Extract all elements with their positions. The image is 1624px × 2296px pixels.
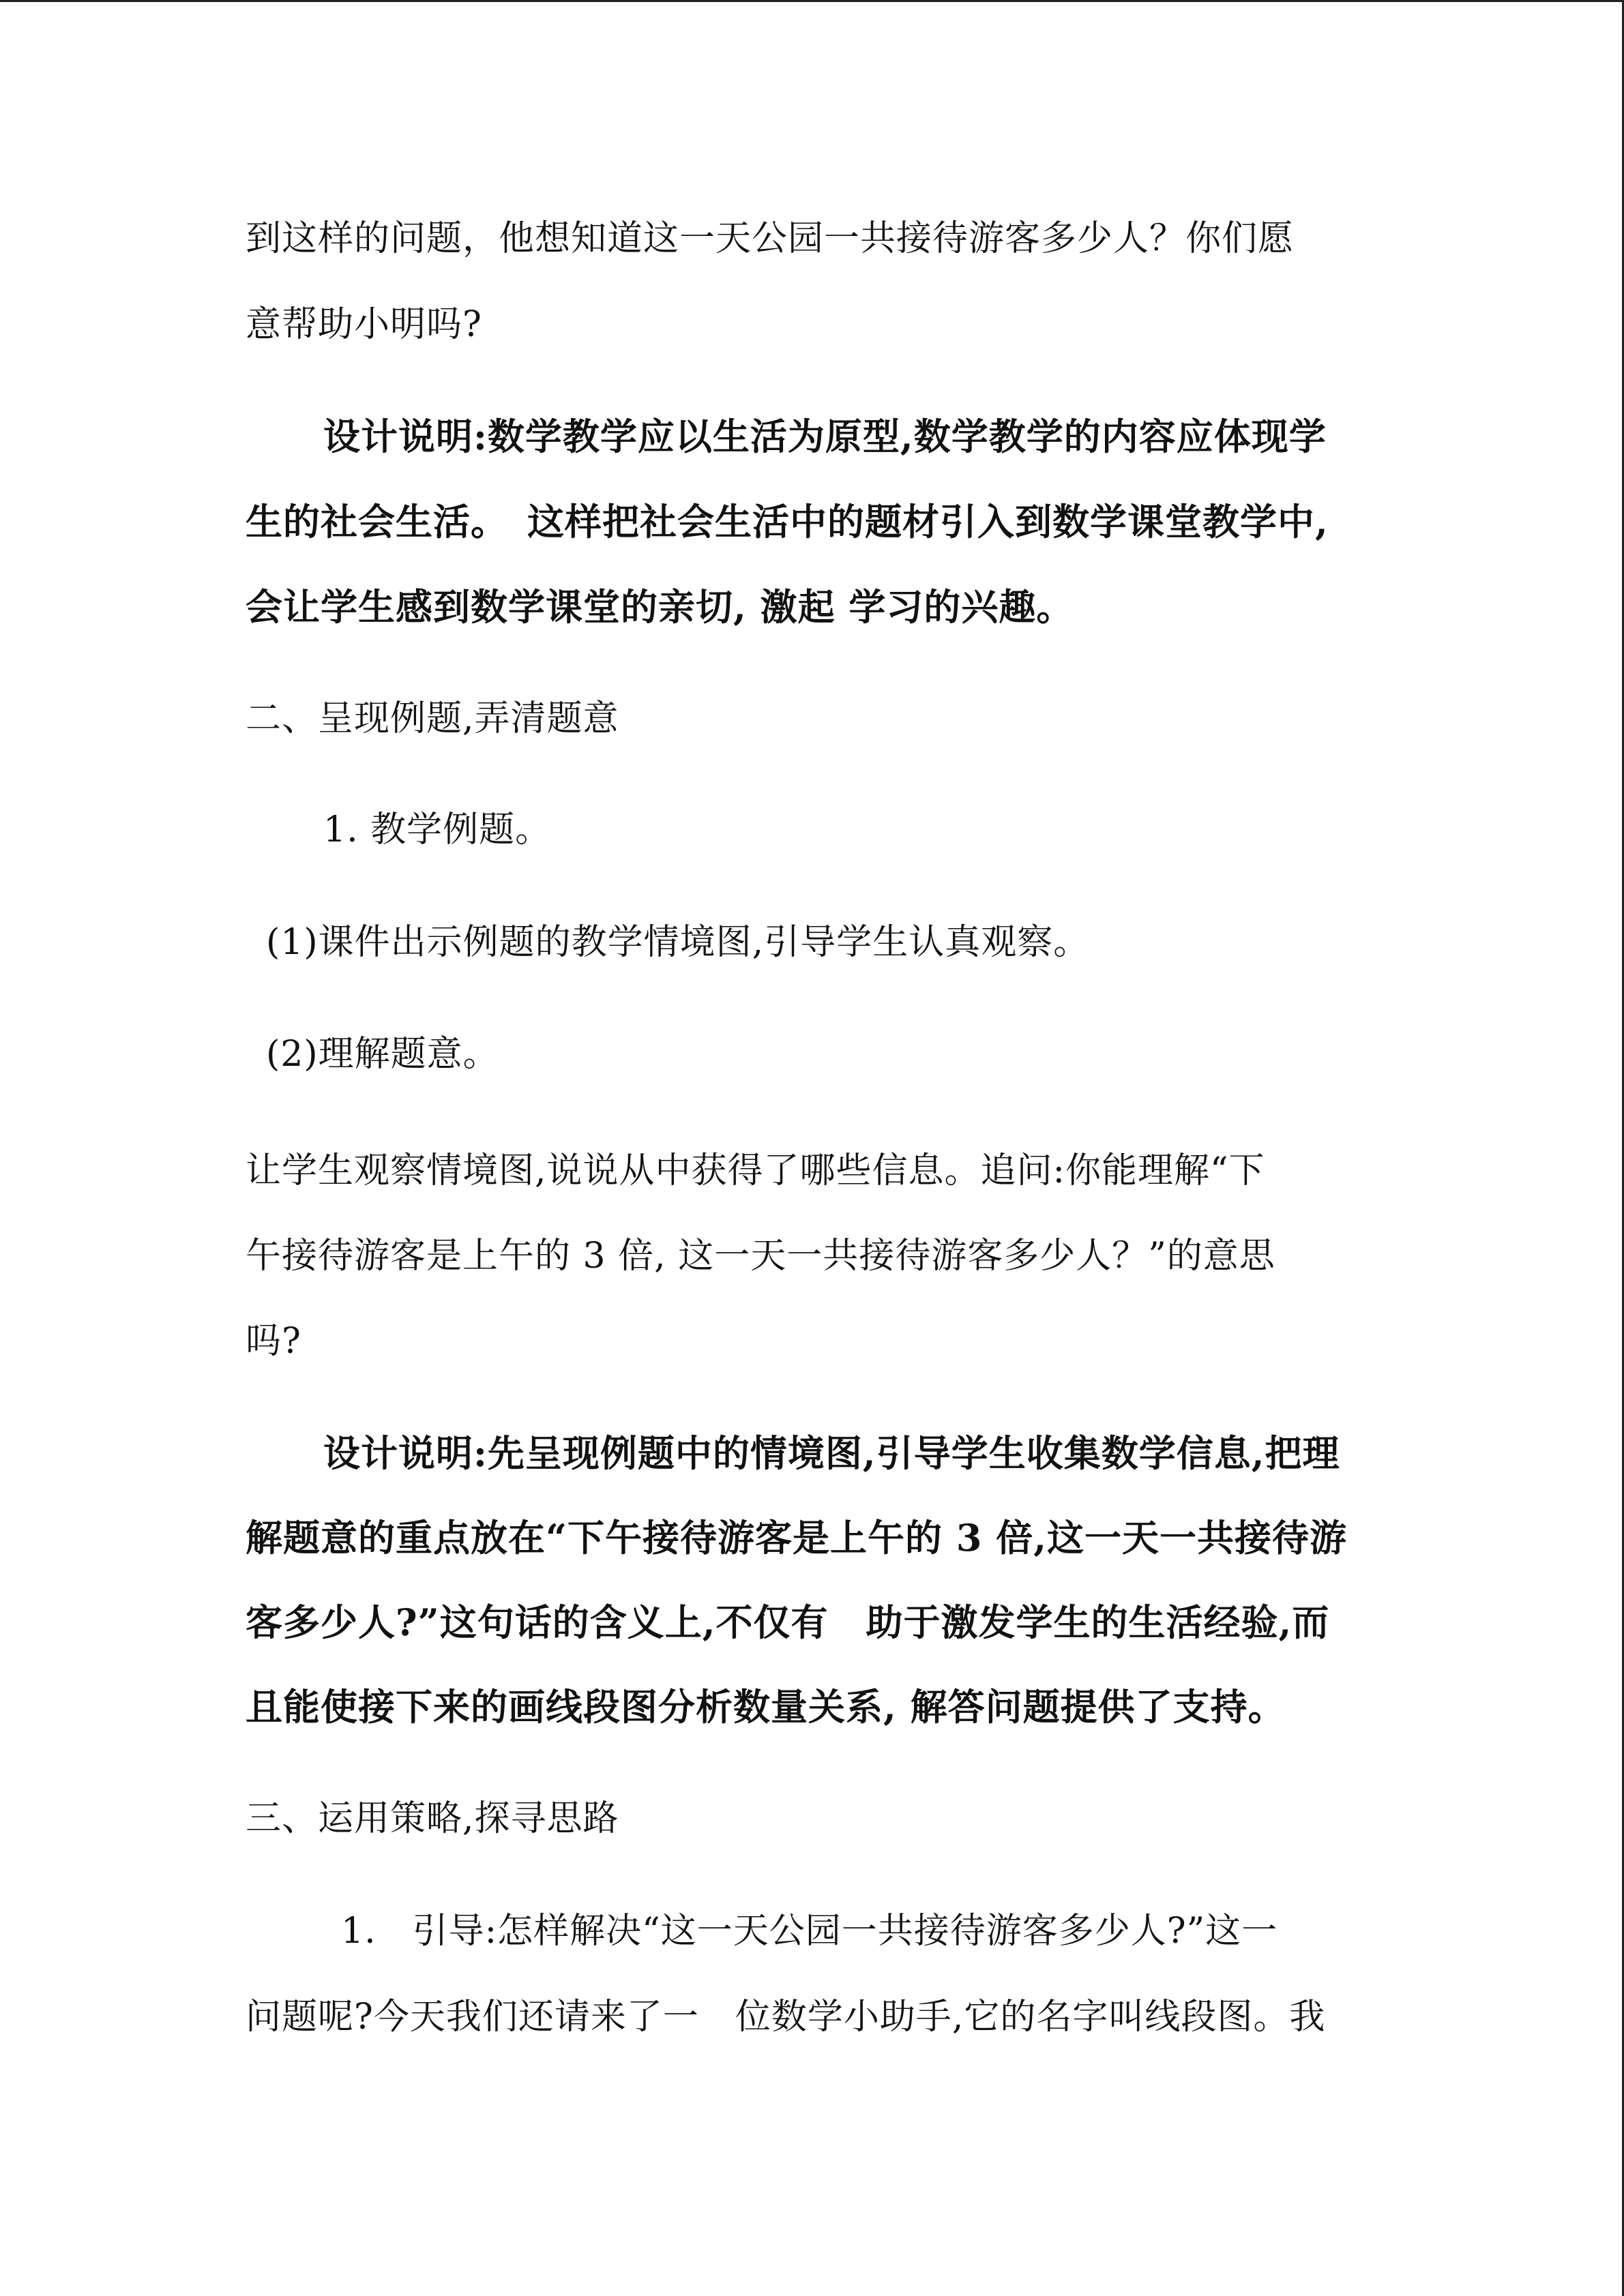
design-note-1-line-1: 设计说明:数学教学应以生活为原型,数学教学的内容应体现学 bbox=[323, 415, 1327, 458]
section-heading-3: 三、运用策略,探寻思路 bbox=[246, 1798, 619, 1839]
list-item-1: 1. 教学例题。 bbox=[323, 809, 552, 850]
paragraph-3-line-2: 午接待游客是上午的 3 倍, 这一天一共接待游客多少人？”的意思 bbox=[246, 1236, 1275, 1277]
paragraph-3-line-1: 让学生观察情境图,说说从中获得了哪些信息。追问:你能理解“下 bbox=[246, 1150, 1265, 1191]
top-border bbox=[0, 0, 1624, 2]
paragraph-1-line-2: 意帮助小明吗? bbox=[246, 304, 482, 345]
design-note-2-line-1: 设计说明:先呈现例题中的情境图,引导学生收集数学信息,把理 bbox=[323, 1431, 1340, 1475]
design-note-2-line-4: 且能使接下来的画线段图分析数量关系, 解答问题提供了支持。 bbox=[246, 1685, 1286, 1729]
paragraph-5-line-1: 1. 引导:怎样解决“这一天公园一共接待游客多少人?”这一 bbox=[341, 1911, 1278, 1952]
design-note-1-line-2: 生的社会生活。 这样把社会生活中的题材引入到数学课堂教学中, bbox=[246, 500, 1329, 543]
design-note-2-line-3: 客多少人?”这句话的含义上,不仅有 助于激发学生的生活经验,而 bbox=[246, 1600, 1330, 1644]
sub-item-2: (2)理解题意。 bbox=[266, 1034, 499, 1075]
sub-item-1: (1)课件出示例题的教学情境图,引导学生认真观察。 bbox=[266, 922, 1090, 963]
paragraph-1-line-1: 到这样的问题，他想知道这一天公园一共接待游客多少人？你们愿 bbox=[246, 218, 1295, 259]
design-note-1-line-3: 会让学生感到数学课堂的亲切, 激起 学习的兴趣。 bbox=[246, 585, 1074, 629]
design-note-2-line-2: 解题意的重点放在“下午接待游客是上午的 3 倍,这一天一共接待游 bbox=[246, 1516, 1348, 1560]
paragraph-3-line-3: 吗? bbox=[246, 1321, 301, 1362]
paragraph-5-line-2: 问题呢?今天我们还请来了一 位数学小助手,它的名字叫线段图。我 bbox=[246, 1997, 1326, 2038]
section-heading-2: 二、呈现例题,弄清题意 bbox=[246, 698, 619, 739]
